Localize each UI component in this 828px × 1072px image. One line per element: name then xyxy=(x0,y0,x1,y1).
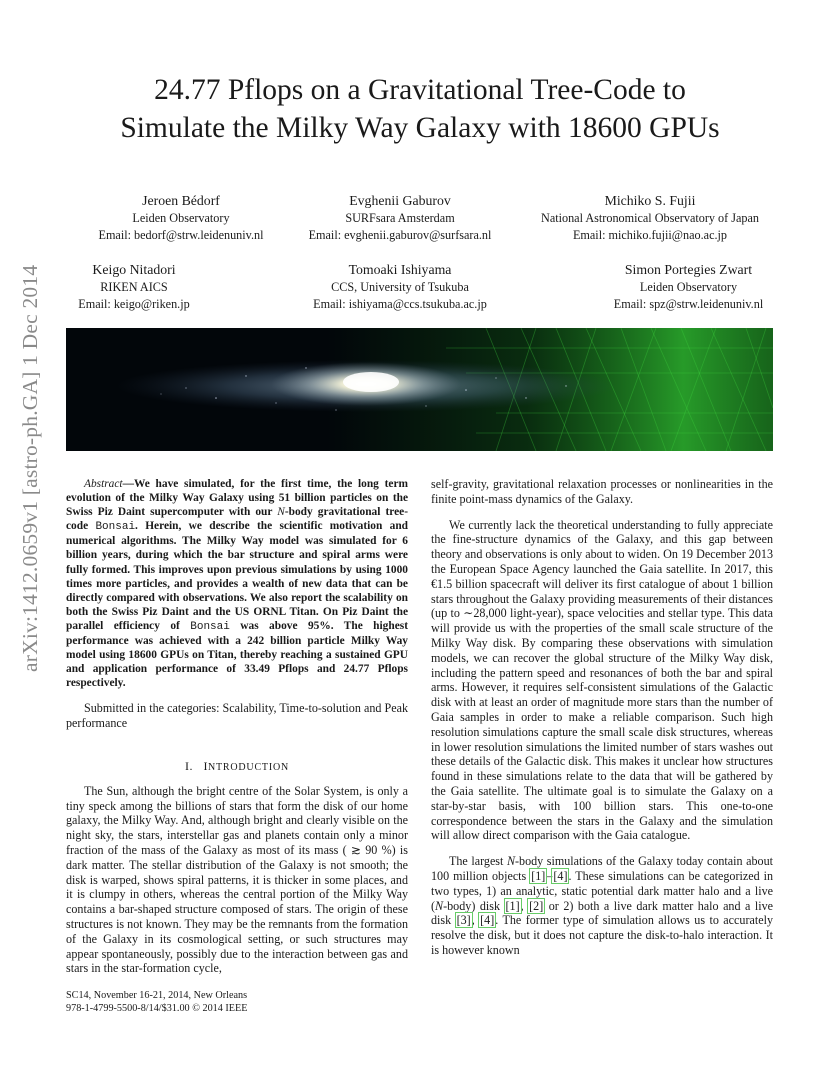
galaxy-simulation-image xyxy=(66,328,773,451)
paragraph-text: – xyxy=(546,868,553,883)
abstract-text-2: -body gravitational tree-code xyxy=(66,506,408,533)
citation-link[interactable]: [1] xyxy=(531,868,546,883)
title-line-2: Simulate the Milky Way Galaxy with 18600 GPUs xyxy=(120,112,720,144)
math-n: N xyxy=(506,854,516,869)
author-email: Email: evghenii.gaburov@surfsara.nl xyxy=(308,228,492,242)
arxiv-identifier: arXiv:1412.0659v1 [astro-ph.GA] 1 Dec 2014 xyxy=(18,264,42,672)
body-paragraph: We currently lack the theoretical understanding to fully appreciate the fine-structure dynamics of the Galaxy, and this gap between theory and observations is only about to widen. On 19 December 2013 the European Space Agency launched the Gaia satellite. In 2017, this €1.5 billion spacecraft will deliver its first catalogue of about 1 billion stars throughout the Galaxy providing measurements of their distances (up to ∼28,000 light-year), space velocities and stellar type. This data will provide us with the properties of the small scale structure of the Milky Way disk. By comparing these observations with simulation models, we can recover the global structure of the Milky Way disk, including the pattern speed and resonances of both the bar and spiral arms. However, it requires self-consistent simulations of the Galactic disk with at least an order of magnitude more stars than the number of Gaia samples in order to make a reliable comparison. Such high resolution simulations capture the small scale disk structures, whereas in lower resolution simulations the limited number of stars washes out these details of the Galactic disk. This makes it unclear how structures found in these simulations relate to the data that will be gathered by the Gaia satellite. The ultimate goal is to simulate the Galaxy on a star-by-star basis, with 100 billion stars. This one-to-one correspondence between the stars in the Galaxy and the simulation will allow direct comparison with the Gaia catalogue. xyxy=(431,517,773,843)
author-block xyxy=(600,261,777,313)
conference-footnote xyxy=(66,990,408,1016)
author-affiliation: Leiden Observatory xyxy=(132,211,230,225)
citation-link[interactable]: [4] xyxy=(480,913,495,928)
author-block xyxy=(66,261,202,313)
footnote-venue: SC14, November 16-21, 2014, New Orleans xyxy=(66,990,248,1001)
author-name: Jeroen Bédorf xyxy=(142,193,220,208)
author-affiliation: SURFsara Amsterdam xyxy=(345,211,455,225)
title-line-1: 24.77 Pflops on a Gravitational Tree-Code to xyxy=(154,74,686,106)
citation-link[interactable]: [1] xyxy=(505,898,520,913)
author-email: Email: ishiyama@ccs.tsukuba.ac.jp xyxy=(313,297,487,311)
paragraph-text: -body) disk xyxy=(443,898,505,913)
abstract-text-3: . Herein, we describe the scientific motivation and numerical algorithms. The Milky Way model was simulated for 6 billion years, during which the bar structure and spiral arms were fully formed. This improves upon previous simulations by using 1000 times more particles, and provides a wealth of new data that can be directly compared with observations. We also report the scalability on both the Swiss Piz Daint and the US ORNL Titan. On Piz Daint the parallel efficiency of xyxy=(66,520,408,632)
galaxy-simulation-graphic xyxy=(66,328,773,451)
body-paragraph xyxy=(431,854,773,958)
author-name: Michiko S. Fujii xyxy=(604,193,696,208)
section-title-rest: NTRODUCTION xyxy=(207,762,290,773)
author-email: Email: spz@strw.leidenuniv.nl xyxy=(613,297,764,311)
section-heading-introduction xyxy=(66,759,408,776)
body-paragraph: self-gravity, gravitational relaxation processes or nonlinearities in the finite point-mass dynamics of the Galaxy. xyxy=(431,477,773,506)
author-name: Tomoaki Ishiyama xyxy=(348,262,452,277)
abstract-code-name: Bonsai xyxy=(95,521,136,534)
paper-title xyxy=(60,71,780,147)
author-block xyxy=(525,192,775,244)
citation-link[interactable]: [4] xyxy=(553,868,568,883)
author-block xyxy=(96,192,266,244)
abstract-text-4: was above 95%. The highest performance was achieved with a 242 billion particle Milky Way model using 18600 GPUs on Titan, thereby reaching a sustained GPU and application performance of 33.49 Pflops and 24.77 Pflops respectively. xyxy=(66,619,408,690)
paragraph-text: -body simulations of the Galaxy today contain about 100 million objects xyxy=(431,854,773,883)
section-title-initial: I xyxy=(203,759,208,773)
author-affiliation: Leiden Observatory xyxy=(639,280,738,294)
intro-paragraph: The Sun, although the bright centre of the Solar System, is only a tiny speck among the billions of stars that form the disk of our home galaxy, the Milky Way. And, although bright and clearly visible on the night sky, the stars, interstellar gas and planets contain only a minor fraction of the mass of the Galaxy as most of its mass ( ≳ 90 %) is dark matter. The stellar distribution of the Galaxy is not smooth; the disk is warped, shows spiral patterns, it is thicker in some places, and it is clumpy in others, whereas the central portion of the Milky Way contains a bar-shaped structure composed of stars. The origin of these structures is not known. They may be the remnants from the formation of the Galaxy in its cosmological setting, or such structures may appear spontaneously, possibly due to the interaction between gas and stars in the star-formation cycle, xyxy=(66,783,408,976)
author-name: Simon Portegies Zwart xyxy=(624,262,753,277)
submission-categories: Submitted in the categories: Scalability, Time-to-solution and Peak performance xyxy=(66,701,408,731)
footnote-copyright: 978-1-4799-5500-8/14/$31.00 © 2014 IEEE xyxy=(66,1002,248,1014)
paragraph-text: . These simulations can be categorized in two types, 1) an analytic, static potential dark matter halo and a live ( xyxy=(431,868,773,913)
abstract-text-1: We have simulated, for the first time, the long term evolution of the Milky Way Galaxy using 51 billion particles on the Swiss Piz Daint supercomputer with our xyxy=(66,478,408,519)
section-number: I. xyxy=(184,759,193,773)
paragraph-text: The largest xyxy=(449,854,507,869)
left-column xyxy=(66,477,408,976)
author-affiliation: National Astronomical Observatory of Japan xyxy=(541,211,759,225)
right-column xyxy=(431,477,773,958)
abstract-math-n: N xyxy=(277,506,285,519)
math-n: N xyxy=(435,898,444,913)
author-email: Email: michiko.fujii@nao.ac.jp xyxy=(572,228,728,242)
author-block xyxy=(300,261,500,313)
author-name: Evghenii Gaburov xyxy=(349,193,451,208)
paragraph-text: . The former type of simulation allows us to accurately resolve the disk, but it does not capture the disk-to-halo interaction. It is however known xyxy=(431,913,773,957)
abstract-code-name: Bonsai xyxy=(190,620,230,633)
author-affiliation: RIKEN AICS xyxy=(100,280,168,294)
author-block xyxy=(298,192,502,244)
paragraph-text: , xyxy=(471,913,480,928)
abstract-dash: — xyxy=(122,478,134,490)
abstract xyxy=(66,477,408,690)
paragraph-text: or 2) both a live dark matter halo and a live disk xyxy=(431,898,774,928)
author-affiliation: CCS, University of Tsukuba xyxy=(331,280,469,294)
abstract-lead: Abstract xyxy=(84,478,123,490)
citation-link[interactable]: [3] xyxy=(456,913,471,928)
paragraph-text: , xyxy=(520,898,529,913)
author-name: Keigo Nitadori xyxy=(92,262,176,277)
author-email: Email: keigo@riken.jp xyxy=(78,297,190,311)
author-email: Email: bedorf@strw.leidenuniv.nl xyxy=(98,228,264,242)
citation-link[interactable]: [2] xyxy=(529,898,544,913)
